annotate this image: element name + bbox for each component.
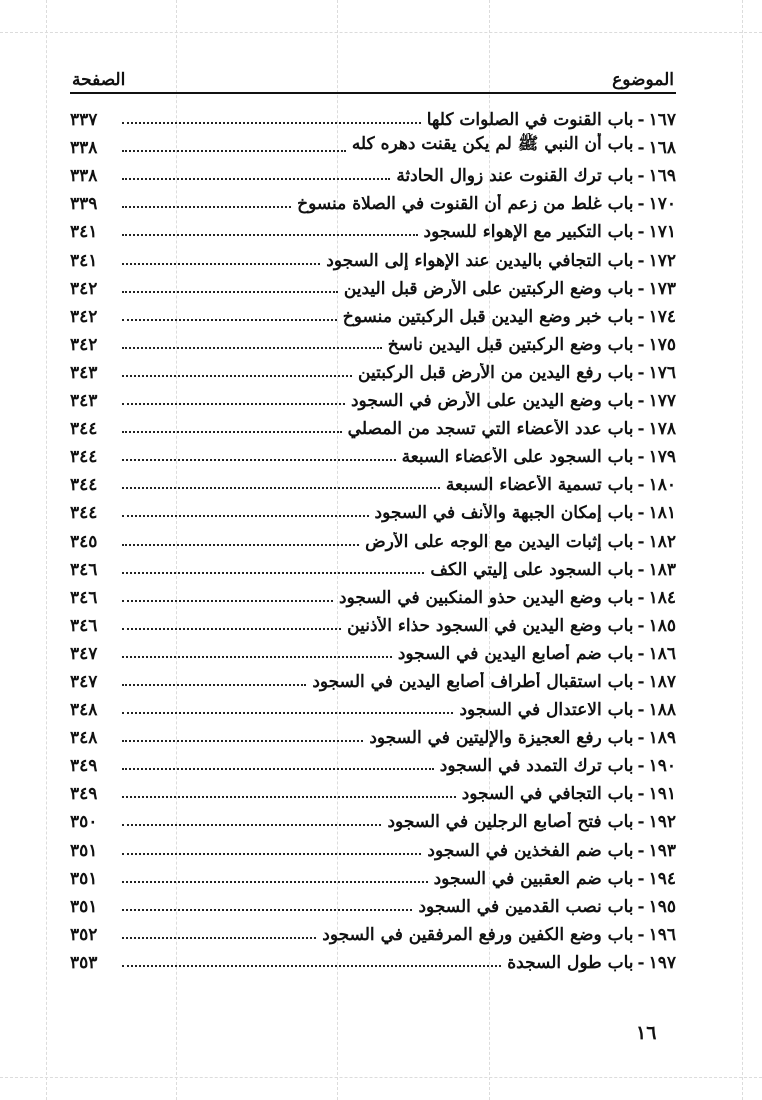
entry-separator: - <box>637 419 645 440</box>
entry-number: ١٧٠ <box>648 194 676 215</box>
entry-separator: - <box>637 306 645 327</box>
toc-entry <box>70 242 676 270</box>
entry-title: باب وضع اليدين حذو المنكبين في السجود <box>339 587 634 608</box>
header-rule <box>70 92 676 94</box>
toc-entry <box>70 636 676 664</box>
page-column-label: الصفحة <box>72 70 126 90</box>
toc-entry <box>70 214 676 242</box>
entry-number: ١٧٩ <box>648 447 676 468</box>
toc-entry <box>70 917 676 945</box>
dot-leader <box>122 853 421 855</box>
entry-page-number: ٣٤١ <box>70 250 98 271</box>
entry-title: باب طول السجدة <box>507 952 634 973</box>
guide-line <box>46 0 47 1100</box>
entry-number: ١٩٣ <box>648 840 676 861</box>
dot-leader <box>122 824 381 826</box>
entry-page-number: ٣٣٧ <box>70 110 98 131</box>
dot-leader <box>122 684 306 686</box>
entry-number: ١٩٢ <box>648 812 676 833</box>
entry-separator: - <box>637 840 645 861</box>
guide-line <box>742 0 743 1100</box>
entry-number: ١٨٩ <box>648 728 676 749</box>
entry-number: ١٨٦ <box>648 643 676 664</box>
entry-separator: - <box>637 531 645 552</box>
entry-separator: - <box>637 362 645 383</box>
dot-leader <box>122 375 352 377</box>
toc-entry <box>70 271 676 299</box>
toc-entry <box>70 495 676 523</box>
dot-leader <box>122 178 390 180</box>
entry-title: باب وضع اليدين على الأرض في السجود <box>350 391 634 412</box>
entry-title: باب عدد الأعضاء التي تسجد من المصلي <box>347 419 634 440</box>
entry-title: باب إمكان الجبهة والأنف في السجود <box>374 503 634 524</box>
entry-page-number: ٣٣٨ <box>70 166 98 187</box>
entry-title: باب رفع اليدين من الأرض قبل الركبتين <box>358 362 634 383</box>
dot-leader <box>122 431 342 433</box>
entry-number: ١٧٤ <box>648 306 676 327</box>
toc-entry <box>70 130 676 158</box>
toc-entry <box>70 355 676 383</box>
entry-page-number: ٣٤٢ <box>70 334 98 355</box>
entry-title: باب التجافي باليدين عند الإهواء إلى السجود <box>326 250 634 271</box>
dot-leader <box>122 319 337 321</box>
toc-entry <box>70 411 676 439</box>
entry-number: ١٨١ <box>648 503 676 524</box>
dot-leader <box>122 347 382 349</box>
dot-leader <box>122 712 453 714</box>
entry-title: باب فتح أصابع الرجلين في السجود <box>387 812 634 833</box>
toc-entry <box>70 945 676 973</box>
entry-number: ١٧٣ <box>648 278 676 299</box>
entry-number: ١٨٨ <box>648 700 676 721</box>
entry-separator: - <box>637 924 645 945</box>
entry-separator: - <box>637 110 645 131</box>
entry-page-number: ٣٥٣ <box>70 952 98 973</box>
toc-entry <box>70 383 676 411</box>
entry-number: ١٨٤ <box>648 587 676 608</box>
entry-number: ١٨٢ <box>648 531 676 552</box>
entry-page-number: ٣٤١ <box>70 222 98 243</box>
dot-leader <box>122 937 316 939</box>
entry-title: باب ضم الفخذين في السجود <box>427 840 634 861</box>
entry-page-number: ٣٥١ <box>70 868 98 889</box>
toc-entry <box>70 608 676 636</box>
entry-title: باب التكبير مع الإهواء للسجود <box>423 222 634 243</box>
entry-page-number: ٣٤٣ <box>70 362 98 383</box>
toc-entry <box>70 439 676 467</box>
entry-title: باب أن النبي ﷺ لم يكن يقنت دهره كله <box>351 134 634 155</box>
entry-page-number: ٣٤٢ <box>70 306 98 327</box>
dot-leader <box>122 768 434 770</box>
toc-list <box>70 102 676 973</box>
toc-entry <box>70 832 676 860</box>
entry-number: ١٧٦ <box>648 362 676 383</box>
entry-page-number: ٣٥١ <box>70 840 98 861</box>
entry-separator: - <box>637 278 645 299</box>
entry-number: ١٨٥ <box>648 615 676 636</box>
dot-leader <box>122 881 428 883</box>
entry-number: ١٦٩ <box>648 166 676 187</box>
entry-number: ١٧٧ <box>648 391 676 412</box>
toc-entry <box>70 720 676 748</box>
dot-leader <box>122 291 338 293</box>
toc-entry <box>70 102 676 130</box>
toc-entry <box>70 327 676 355</box>
toc-entry <box>70 889 676 917</box>
toc-entry <box>70 580 676 608</box>
entry-number: ١٧١ <box>648 222 676 243</box>
entry-separator: - <box>637 952 645 973</box>
toc-entry <box>70 299 676 327</box>
entry-title: باب استقبال أطراف أصابع اليدين في السجود <box>312 671 634 692</box>
entry-separator: - <box>637 756 645 777</box>
toc-entry <box>70 748 676 776</box>
entry-title: باب غلط من زعم أن القنوت في الصلاة منسوخ <box>297 194 634 215</box>
dot-leader <box>122 600 333 602</box>
entry-page-number: ٣٤٣ <box>70 391 98 412</box>
entry-page-number: ٣٣٩ <box>70 194 98 215</box>
dot-leader <box>122 263 320 265</box>
entry-number: ١٩١ <box>648 784 676 805</box>
dot-leader <box>122 487 440 489</box>
entry-page-number: ٣٤٤ <box>70 447 98 468</box>
topic-column-label: الموضوع <box>612 70 674 90</box>
entry-separator: - <box>637 250 645 271</box>
dot-leader <box>122 965 501 967</box>
entry-separator: - <box>637 166 645 187</box>
dot-leader <box>122 459 396 461</box>
entry-separator: - <box>637 700 645 721</box>
dot-leader <box>122 544 359 546</box>
toc-entry <box>70 552 676 580</box>
entry-separator: - <box>637 503 645 524</box>
entry-page-number: ٣٤٩ <box>70 756 98 777</box>
entry-title: باب ترك القنوت عند زوال الحادثة <box>396 166 634 187</box>
entry-title: باب الاعتدال في السجود <box>459 700 634 721</box>
entry-title: باب نصب القدمين في السجود <box>418 896 634 917</box>
toc-entry <box>70 186 676 214</box>
entry-title: باب ترك التمدد في السجود <box>439 756 634 777</box>
entry-number: ١٧٢ <box>648 250 676 271</box>
entry-number: ١٦٧ <box>648 110 676 131</box>
dot-leader <box>122 909 412 911</box>
entry-number: ١٩٥ <box>648 896 676 917</box>
entry-number: ١٨٧ <box>648 671 676 692</box>
dot-leader <box>122 572 424 574</box>
page-number: ١٦ <box>636 1022 657 1044</box>
entry-number: ١٩٤ <box>648 868 676 889</box>
toc-entry <box>70 776 676 804</box>
entry-separator: - <box>637 643 645 664</box>
entry-title: باب إثبات اليدين مع الوجه على الأرض <box>365 531 634 552</box>
entry-page-number: ٣٥٢ <box>70 924 98 945</box>
entry-title: باب ضم العقبين في السجود <box>433 868 634 889</box>
entry-separator: - <box>637 559 645 580</box>
entry-separator: - <box>637 671 645 692</box>
entry-page-number: ٣٣٨ <box>70 138 98 159</box>
entry-title: باب وضع الركبتين قبل اليدين ناسخ <box>387 334 634 355</box>
dot-leader <box>122 628 341 630</box>
entry-page-number: ٣٥٠ <box>70 812 98 833</box>
entry-number: ١٦٨ <box>648 138 676 159</box>
entry-title: باب رفع العجيزة والإليتين في السجود <box>369 728 634 749</box>
entry-title: باب وضع اليدين في السجود حذاء الأذنين <box>347 615 634 636</box>
toc-entry <box>70 804 676 832</box>
guide-line <box>0 1077 762 1078</box>
dot-leader <box>122 150 346 152</box>
entry-title: باب تسمية الأعضاء السبعة <box>445 475 634 496</box>
toc-entry <box>70 467 676 495</box>
entry-title: باب وضع الركبتين على الأرض قبل اليدين <box>343 278 634 299</box>
entry-separator: - <box>637 587 645 608</box>
entry-number: ١٨٣ <box>648 559 676 580</box>
entry-page-number: ٣٤٤ <box>70 419 98 440</box>
dot-leader <box>122 656 392 658</box>
entry-separator: - <box>637 868 645 889</box>
entry-title: باب خبر وضع اليدين قبل الركبتين منسوخ <box>342 306 634 327</box>
entry-page-number: ٣٤٦ <box>70 615 98 636</box>
entry-title: باب وضع الكفين ورفع المرفقين في السجود <box>322 924 634 945</box>
entry-title: باب السجود على إليتي الكف <box>430 559 634 580</box>
dot-leader <box>122 740 363 742</box>
entry-page-number: ٣٤٢ <box>70 278 98 299</box>
entry-page-number: ٣٤٧ <box>70 643 98 664</box>
entry-separator: - <box>637 812 645 833</box>
toc-entry <box>70 523 676 551</box>
entry-number: ١٨٠ <box>648 475 676 496</box>
entry-number: ١٩٠ <box>648 756 676 777</box>
entry-page-number: ٣٤٩ <box>70 784 98 805</box>
entry-page-number: ٣٤٤ <box>70 503 98 524</box>
entry-title: باب التجافي في السجود <box>461 784 634 805</box>
entry-page-number: ٣٤٦ <box>70 559 98 580</box>
toc-header <box>70 62 676 90</box>
toc-entry <box>70 861 676 889</box>
entry-page-number: ٣٤٧ <box>70 671 98 692</box>
entry-separator: - <box>637 138 645 159</box>
entry-separator: - <box>637 475 645 496</box>
entry-separator: - <box>637 391 645 412</box>
dot-leader <box>122 234 418 236</box>
dot-leader <box>122 122 421 124</box>
entry-page-number: ٣٤٨ <box>70 728 98 749</box>
entry-separator: - <box>637 784 645 805</box>
entry-separator: - <box>637 194 645 215</box>
toc-entry <box>70 664 676 692</box>
entry-separator: - <box>637 447 645 468</box>
entry-number: ١٩٦ <box>648 924 676 945</box>
toc-entry <box>70 158 676 186</box>
entry-page-number: ٣٤٨ <box>70 700 98 721</box>
toc-page <box>70 62 676 973</box>
entry-separator: - <box>637 896 645 917</box>
entry-separator: - <box>637 334 645 355</box>
entry-title: باب ضم أصابع اليدين في السجود <box>397 643 634 664</box>
entry-page-number: ٣٤٦ <box>70 587 98 608</box>
dot-leader <box>122 403 345 405</box>
entry-title: باب القنوت في الصلوات كلها <box>426 110 634 131</box>
dot-leader <box>122 206 291 208</box>
dot-leader <box>122 796 456 798</box>
entry-page-number: ٣٥١ <box>70 896 98 917</box>
entry-separator: - <box>637 615 645 636</box>
entry-number: ١٩٧ <box>648 952 676 973</box>
dot-leader <box>122 515 369 517</box>
entry-page-number: ٣٤٤ <box>70 475 98 496</box>
guide-line <box>0 32 762 33</box>
entry-separator: - <box>637 728 645 749</box>
entry-page-number: ٣٤٥ <box>70 531 98 552</box>
entry-number: ١٧٥ <box>648 334 676 355</box>
entry-title: باب السجود على الأعضاء السبعة <box>401 447 634 468</box>
entry-number: ١٧٨ <box>648 419 676 440</box>
toc-entry <box>70 692 676 720</box>
entry-separator: - <box>637 222 645 243</box>
